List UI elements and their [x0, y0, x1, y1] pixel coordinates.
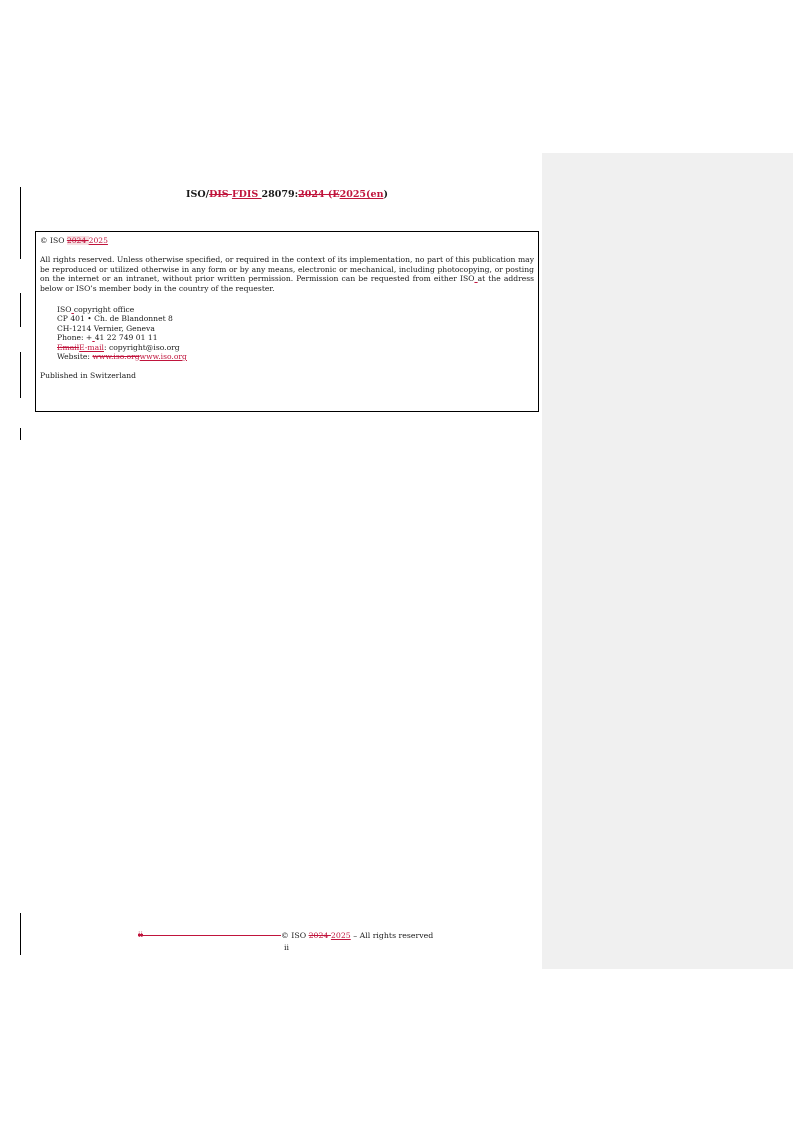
page-number: ii: [284, 943, 289, 952]
copyright-prefix: © ISO: [40, 236, 67, 245]
header-suffix: ): [383, 189, 388, 200]
rights-paragraph: [40, 255, 534, 293]
text: – All rights reserved: [350, 931, 434, 940]
deleted-year: 2024: [66, 236, 89, 245]
copyright-box: [35, 231, 539, 412]
deleted-stage: DIS: [209, 189, 232, 200]
inserted-year: 2025: [330, 931, 351, 940]
address-line-phone: [57, 333, 534, 342]
deleted-year: 2024: [308, 931, 331, 940]
published-line: Published in Switzerland: [40, 371, 137, 381]
address-line-city: CH-1214 Vernier, Geneva: [57, 323, 155, 333]
website-link-deleted[interactable]: www.iso.org: [92, 352, 140, 362]
text: 41 22 749 01 11: [94, 333, 158, 343]
text: ISO: [57, 305, 72, 315]
address-line-office: [57, 305, 534, 314]
header-prefix: ISO/: [186, 189, 210, 200]
inserted-year: 2025: [88, 236, 108, 245]
address-line-email: [57, 343, 534, 352]
rights-text-end: at the address below or ISO’s member body in the country of the requester.: [40, 274, 534, 293]
deleted-text: Email: [57, 342, 80, 352]
footer-copyright: [281, 931, 433, 940]
page-footer: [138, 930, 458, 952]
text: copyright office: [73, 305, 135, 315]
deleted-page-number: ii: [138, 930, 143, 939]
address-line-website: [57, 352, 534, 361]
document-header: [0, 189, 574, 200]
rights-text: All rights reserved. Unless otherwise specified, or required in the context of its implementation, no part of this publication may be reproduced or utilized otherwise in any form or by any means, electronic or mechanical, including photocopying, or posting on the internet or an intranet, without prior written permission. Permission can be requested from either ISO: [40, 255, 534, 284]
deleted-year: 2024 (E: [298, 189, 340, 200]
inserted-text: E-mail: [79, 342, 104, 352]
change-bar: [20, 293, 21, 327]
header-number: 28079:: [261, 189, 299, 200]
change-bar: [20, 352, 21, 398]
change-bar: [20, 913, 21, 955]
website-link[interactable]: www.iso.org: [139, 352, 187, 362]
comment-pane: [542, 153, 793, 969]
text: Phone: +: [57, 333, 93, 343]
deleted-tab-line: [138, 935, 281, 936]
address-block: [40, 305, 534, 361]
text: Website:: [57, 352, 93, 362]
copyright-line: [40, 236, 534, 245]
email-value: : copyright@iso.org: [103, 342, 180, 352]
inserted-stage: FDIS: [231, 189, 262, 200]
change-bar: [20, 428, 21, 440]
text: © ISO: [281, 931, 309, 940]
address-line-street: CP 401 • Ch. de Blandonnet 8: [57, 314, 173, 324]
inserted-year: 2025(en: [339, 189, 384, 200]
